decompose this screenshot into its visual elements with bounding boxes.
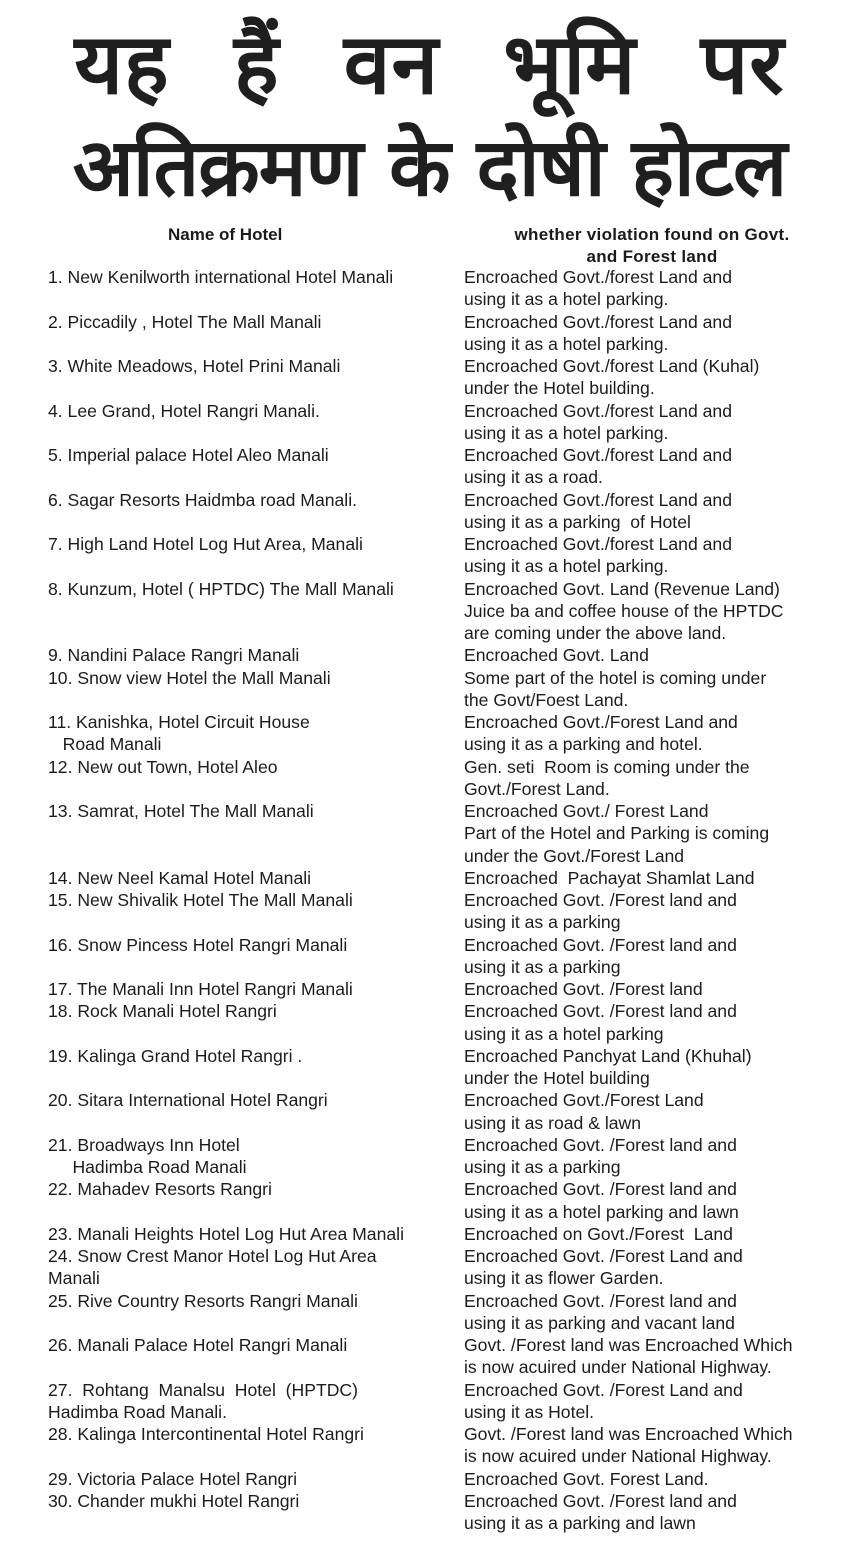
violation-detail: Encroached Govt./forest Land and using it as a hotel parking. [464,311,732,354]
hotel-name: 6. Sagar Resorts Haidmba road Manali. [48,489,358,510]
hotel-name: 18. Rock Manali Hotel Rangri [48,1001,277,1022]
violation-detail: Encroached Govt. Forest Land. [464,1468,709,1489]
hotel-name: 21. Broadways Inn Hotel Hadimba Road Manali [48,1134,247,1178]
hotel-name: 8. Kunzum, Hotel ( HPTDC) The Mall Manali [48,578,394,599]
violation-detail: Encroached Govt. /Forest land [464,979,703,999]
hotel-name: 13. Samrat, Hotel The Mall Manali [48,801,314,821]
violation-detail: Encroached Govt. /Forest land and using it as a parking and lawn [464,1490,737,1534]
violation-detail: Encroached Govt. /Forest land and using it as a parking [464,890,737,933]
hotel-name: 3. White Meadows, Hotel Prini Manali [48,356,341,376]
hotel-name: 20. Sitara International Hotel Rangri [48,1090,328,1111]
hotel-name: 28. Kalinga Intercontinental Hotel Rangri [48,1424,364,1444]
hotel-name: 26. Manali Palace Hotel Rangri Manali [48,1335,348,1355]
violation-detail: Encroached Govt. /Forest land and using it as a hotel parking and lawn [464,1179,739,1222]
hotel-name: 15. New Shivalik Hotel The Mall Manali [48,890,353,910]
violation-detail: Encroached Pachayat Shamlat Land [464,867,755,888]
hotel-name: 5. Imperial palace Hotel Aleo Manali [48,445,329,465]
hotel-name: 9. Nandini Palace Rangri Manali [48,645,300,666]
hotel-name: 25. Rive Country Resorts Rangri Manali [48,1290,358,1311]
violation-detail: Encroached Govt. Land (Revenue Land) Juice ba and coffee house of the HPTDC are coming under the above land. [464,578,784,644]
hotel-name: 27. Rohtang Manalsu Hotel (HPTDC) Hadimba Road Manali. [48,1379,358,1422]
violation-detail: Encroached Govt./Forest Land using it as road & lawn [464,1090,704,1133]
hotel-name: 1. New Kenilworth international Hotel Manali [48,267,394,287]
violation-detail: Encroached Govt./Forest Land and using it as a parking and hotel. [464,712,738,755]
violation-detail: Encroached Govt. /Forest Land and using it as flower Garden. [464,1246,743,1289]
violation-detail: Encroached Panchyat Land (Khuhal) under the Hotel building [464,1045,752,1089]
hotel-name: 16. Snow Pincess Hotel Rangri Manali [48,934,348,955]
violation-detail: Encroached Govt./forest Land and using it as a hotel parking. [464,400,732,443]
violation-detail: Encroached Govt./ Forest Land Part of the Hotel and Parking is coming under the Govt./Forest Land [464,801,770,866]
violation-detail: Encroached Govt. /Forest Land and using it as Hotel. [464,1379,743,1422]
violation-detail: Encroached Govt. Land [464,645,649,666]
hotel-name: 11. Kanishka, Hotel Circuit House Road Manali [48,712,310,755]
violation-detail: Encroached on Govt./Forest Land [464,1223,733,1244]
hotel-name: 30. Chander mukhi Hotel Rangri [48,1490,300,1511]
hotel-name: 29. Victoria Palace Hotel Rangri [48,1468,298,1489]
hotel-name: 7. High Land Hotel Log Hut Area, Manali [48,534,363,554]
violation-detail: Encroached Govt. /Forest land and using it as a parking [464,1134,737,1178]
hotel-name: 19. Kalinga Grand Hotel Rangri . [48,1045,303,1066]
violation-detail: Encroached Govt. /Forest land and using it as a hotel parking [464,1001,737,1044]
violation-detail: Encroached Govt./forest Land and using it as a road. [464,445,732,488]
violation-detail: Govt. /Forest land was Encroached Which is now acuired under National Highway. [464,1335,793,1378]
hotel-name: 10. Snow view Hotel the Mall Manali [48,667,331,688]
headline-line-1: यह हैं वन भूमि पर [74,15,785,113]
violation-detail: Encroached Govt./forest Land and using it as a hotel parking. [464,267,732,310]
hotel-name: 24. Snow Crest Manor Hotel Log Hut Area Manali [48,1246,377,1289]
violation-detail: Encroached Govt. /Forest land and using it as a parking [464,934,737,977]
hotel-name: 22. Mahadev Resorts Rangri [48,1179,272,1200]
hotel-name: 14. New Neel Kamal Hotel Manali [48,867,312,888]
violation-detail: Gen. seti Room is coming under the Govt./Forest Land. [464,756,750,799]
violation-detail: Govt. /Forest land was Encroached Which is now acuired under National Highway. [464,1424,793,1467]
hotel-name: 23. Manali Heights Hotel Log Hut Area Manali [48,1223,404,1244]
hotel-name: 17. The Manali Inn Hotel Rangri Manali [48,979,353,999]
violation-detail: Encroached Govt./forest Land and using it as a parking of Hotel [464,489,732,532]
column-header-violation: whether violation found on Govt. and Forest land [514,225,790,266]
hotel-name: 4. Lee Grand, Hotel Rangri Manali. [48,400,320,421]
column-header-hotel-name: Name of Hotel [168,225,283,244]
violation-detail: Encroached Govt./forest Land (Kuhal) under the Hotel building. [464,356,760,399]
violation-detail: Encroached Govt./forest Land and using it as a hotel parking. [464,534,732,577]
violation-detail: Some part of the hotel is coming under the Govt/Foest Land. [464,667,767,710]
violation-detail: Encroached Govt. /Forest land and using it as parking and vacant land [464,1290,737,1333]
headline-line-2: अतिक्रमण के दोषी होटल [72,121,787,214]
hotel-name: 12. New out Town, Hotel Aleo [48,756,278,777]
hotel-name: 2. Piccadily , Hotel The Mall Manali [48,311,322,332]
